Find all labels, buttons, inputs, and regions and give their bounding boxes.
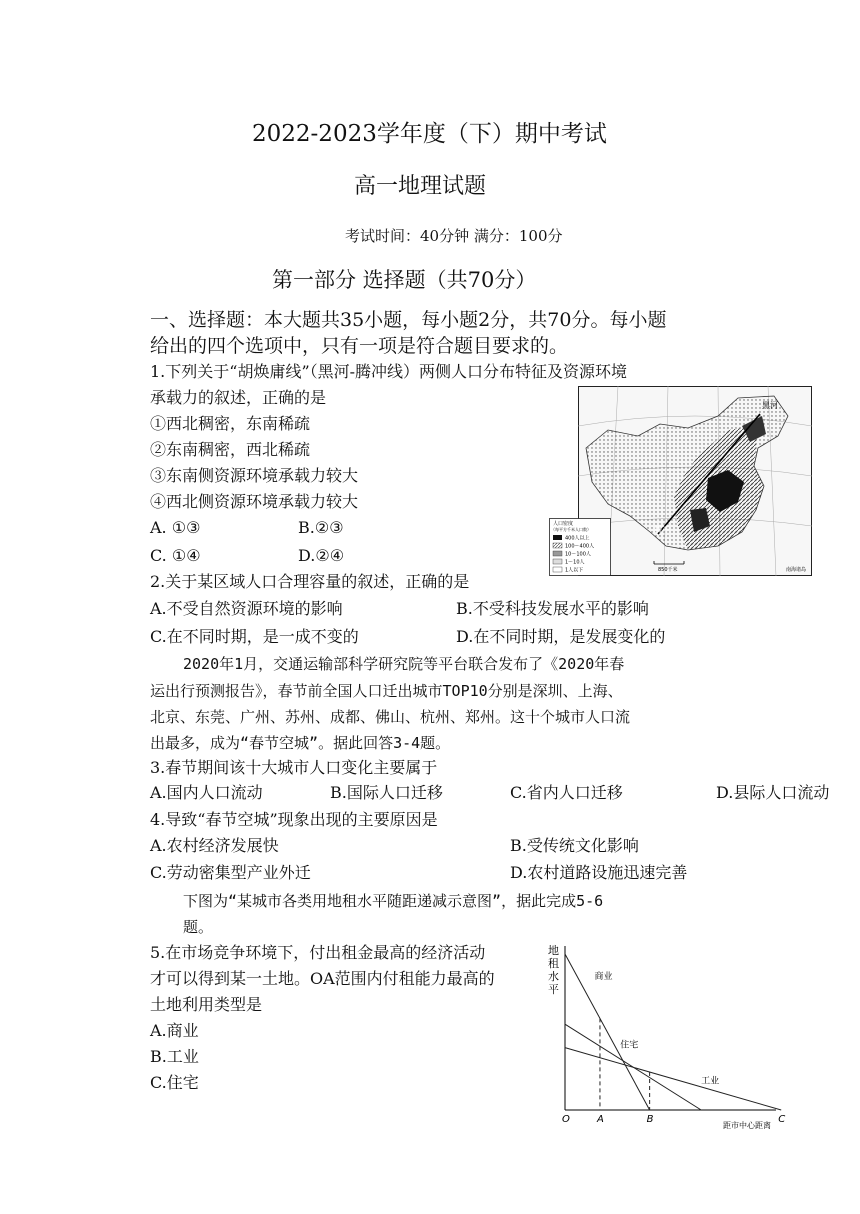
passage1-line-2: 运出行预测报告》，春节前全国人口迁出城市TOP10分别是深圳、上海、 (150, 682, 623, 700)
x-point-b: B (646, 1114, 654, 1125)
q1-stem-line-2: 承载力的叙述，正确的是 (150, 388, 327, 407)
legend-item-4: 1～10人 (565, 559, 585, 566)
passage1-line-4: 出最多，成为“春节空城”。据此回答3-4题。 (150, 734, 451, 752)
q3-option-c: C.省内人口迁移 (510, 783, 623, 802)
q4-stem: 4.导致“春节空城”现象出现的主要原因是 (150, 810, 438, 829)
q5-stem-line-3: 土地利用类型是 (150, 995, 263, 1014)
x-axis-label: 距市中心距离 (723, 1121, 771, 1130)
part-heading: 第一部分 选择题（共70分） (272, 268, 537, 292)
series-label-2: 工业 (701, 1076, 720, 1087)
q1-statement-2: ②东南稠密，西北稀疏 (150, 440, 311, 459)
population-density-map (578, 386, 812, 576)
q3-stem: 3.春节期间该十大城市人口变化主要属于 (150, 758, 438, 777)
map-legend-box (549, 518, 611, 576)
legend-item-3: 10～100人 (565, 551, 591, 558)
q4-option-b: B.受传统文化影响 (510, 836, 639, 855)
q5-option-b: B.工业 (150, 1047, 199, 1066)
q2-stem: 2.关于某区域人口合理容量的叙述，正确的是 (150, 572, 470, 591)
q1-statement-1: ①西北稠密，东南稀疏 (150, 414, 311, 433)
land-rent-chart (540, 938, 790, 1134)
q1-option-a: A. ①③ (150, 518, 201, 537)
passage2-line-2: 题。 (183, 918, 214, 936)
q3-option-d: D.县际人口流动 (716, 783, 830, 802)
q1-option-d: D.②④ (298, 546, 345, 565)
q4-option-d: D.农村道路设施迅速完善 (510, 863, 688, 882)
map-inset-label: 南海诸岛 (786, 567, 807, 573)
x-point-c: C (778, 1114, 786, 1125)
map-scale-and-inset (650, 556, 810, 574)
q3-option-b: B.国际人口迁移 (330, 783, 443, 802)
q5-stem-line-2: 才可以得到某一土地。OA范围内付租能力最高的 (150, 969, 495, 988)
rent-line-2 (565, 1048, 781, 1110)
series-label-0: 商业 (594, 971, 613, 982)
q1-stem-line-1: 1.下列关于“胡焕庸线”（黑河-腾冲线）两侧人口分布特征及资源环境 (150, 362, 628, 381)
passage1-line-1: 2020年1月，交通运输部科学研究院等平台联合发布了《2020年春 (183, 655, 625, 673)
exam-subtitle: 高一地理试题 (354, 174, 487, 199)
map-scale: 850千米 (658, 567, 678, 573)
x-point-a: A (596, 1114, 604, 1125)
y-axis-label: 地租水平 (548, 944, 559, 996)
legend-item-1: 400人以上 (565, 535, 590, 542)
legend-unit: （每平方千米人口数） (551, 527, 591, 532)
q5-option-a: A.商业 (150, 1021, 199, 1040)
q5-option-c: C.住宅 (150, 1073, 199, 1092)
passage2-line-1: 下图为“某城市各类用地租水平随距递减示意图”，据此完成5-6 (183, 892, 604, 910)
exam-title: 2022-2023学年度（下）期中考试 (252, 121, 607, 147)
q4-option-c: C.劳动密集型产业外迁 (150, 863, 311, 882)
instruction-line-1: 一、选择题：本大题共35小题，每小题2分，共70分。每小题 (150, 309, 667, 331)
q1-statement-4: ④西北侧资源环境承载力较大 (150, 492, 359, 511)
q2-option-d: D.在不同时期，是发展变化的 (456, 627, 666, 646)
q1-statement-3: ③东南侧资源环境承载力较大 (150, 466, 359, 485)
legend-item-5: 1人以下 (565, 567, 584, 574)
exam-info: 考试时间：40分钟 满分：100分 (345, 227, 563, 245)
q2-option-a: A.不受自然资源环境的影响 (150, 599, 343, 618)
passage1-line-3: 北京、东莞、广州、苏州、成都、佛山、杭州、郑州。这十个城市人口流 (150, 708, 631, 726)
q4-option-a: A.农村经济发展快 (150, 836, 279, 855)
x-point-o: O (562, 1114, 570, 1125)
legend-title: 人口密度 (553, 521, 574, 527)
q2-option-b: B.不受科技发展水平的影响 (456, 599, 649, 618)
legend-item-2: 100～400人 (565, 543, 595, 550)
label-tengchong: 腾冲 (654, 525, 670, 534)
q1-option-c: C. ①④ (150, 546, 201, 565)
instruction-line-2: 给出的四个选项中，只有一项是符合题目要求的。 (150, 335, 569, 357)
q2-option-c: C.在不同时期，是一成不变的 (150, 627, 359, 646)
series-label-1: 住宅 (620, 1040, 639, 1051)
q5-stem-line-1: 5.在市场竞争环境下，付出租金最高的经济活动 (150, 943, 486, 962)
q3-option-a: A.国内人口流动 (150, 783, 263, 802)
q1-option-b: B.②③ (298, 518, 344, 537)
label-heihe: 黑河 (762, 401, 778, 410)
